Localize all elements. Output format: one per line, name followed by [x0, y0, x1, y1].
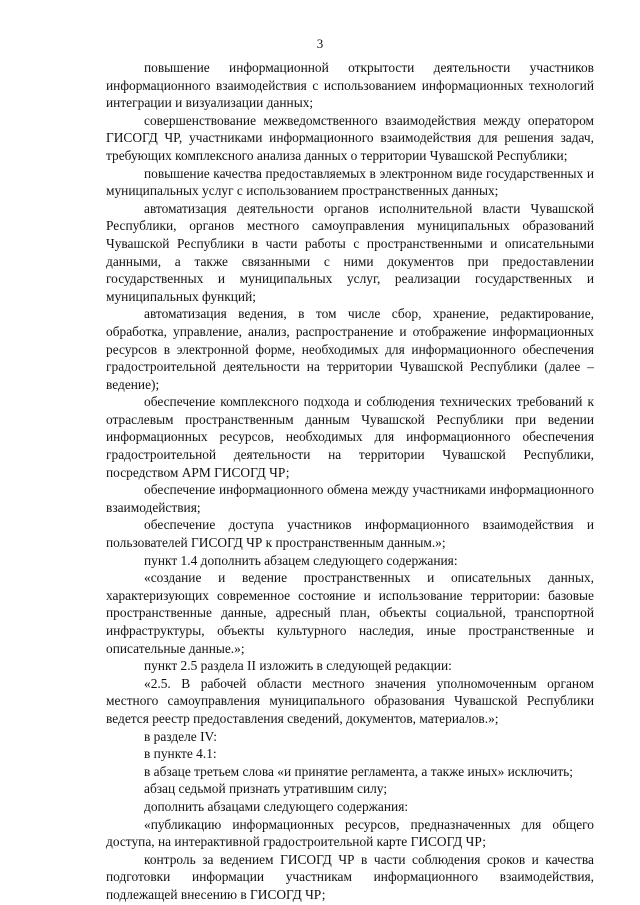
paragraph: совершенствование межведомственного взаимодействия между оператором ГИСОГД ЧР, участниками информационного взаимодействия для решения задач, требующих комплексного анализа данных о территории Чувашской Республики;: [106, 112, 594, 163]
paragraph: в разделе IV:: [144, 728, 217, 744]
paragraph: контроль за ведением ГИСОГД ЧР в части соблюдения сроков и качества подготовки информации участникам информационного взаимодействия, подлежащей внесению в ГИСОГД ЧР;: [106, 851, 594, 902]
paragraph: автоматизация ведения, в том числе сбор, хранение, редактирование, обработка, управление, анализ, распространение и отображение информационных ресурсов в электронной форме, необходимых для информационного обеспечения градостроительной деятельности на территории Чувашской Республики (далее – ведение);: [106, 306, 594, 392]
paragraph: обеспечение комплексного подхода и соблюдения технических требований к отраслевым пространственным данным Чувашской Республики при ведении информационных ресурсов, необходимых для информационного обеспечения градостроительной деятельности на территории Чувашской Республики, посредством АРМ ГИСОГД ЧР;: [106, 394, 594, 480]
paragraph: автоматизация деятельности органов исполнительной власти Чувашской Республики, органов местного самоуправления муниципальных образований Чувашской Республики в части работы с пространственными и описательными данными, а также связанными с ними документов при предоставлении государственных и муниципальных услуг, реализации государственных и муниципальных функций;: [106, 200, 594, 304]
paragraph: пункт 1.4 дополнить абзацем следующего содержания:: [144, 552, 458, 568]
paragraph: дополнить абзацами следующего содержания:: [144, 798, 409, 814]
paragraph: в абзаце третьем слова «и принятие регламента, а также иных» исключить;: [144, 763, 573, 779]
paragraph: в пункте 4.1:: [144, 746, 217, 762]
paragraph: «публикацию информационных ресурсов, предназначенных для общего доступа, на интерактивной градостроительной карте ГИСОГД ЧР;: [106, 816, 594, 850]
paragraph: «2.5. В рабочей области местного значения уполномоченным органом местного самоуправления муниципального образования Чувашской Республики ведется реестр предоставления сведений, документов, материалов.»;: [106, 675, 594, 726]
paragraph: повышение информационной открытости деятельности участников информационного взаимодействия с использованием информационных технологий интеграции и визуализации данных;: [106, 60, 594, 111]
paragraph: «создание и ведение пространственных и описательных данных, характеризующих современное состояние и использование территории: базовые пространственные данные, адресный план, объекты социальной, транспортной инфраструктуры, объекты культурного наследия, иные пространственные и описательные данные.»;: [106, 570, 594, 656]
document-body: [106, 59, 594, 904]
page-number: 3: [316, 36, 324, 51]
paragraph: повышение качества предоставляемых в электронном виде государственных и муниципальных услуг с использованием пространственных данных;: [106, 165, 594, 199]
paragraph: абзац седьмой признать утратившим силу;: [144, 781, 388, 797]
paragraph: пункт 2.5 раздела II изложить в следующей редакции:: [144, 658, 452, 674]
paragraph: обеспечение доступа участников информационного взаимодействия и пользователей ГИСОГД ЧР к пространственным данным.»;: [106, 517, 594, 551]
paragraph: обеспечение информационного обмена между участниками информационного взаимодействия;: [106, 482, 594, 515]
